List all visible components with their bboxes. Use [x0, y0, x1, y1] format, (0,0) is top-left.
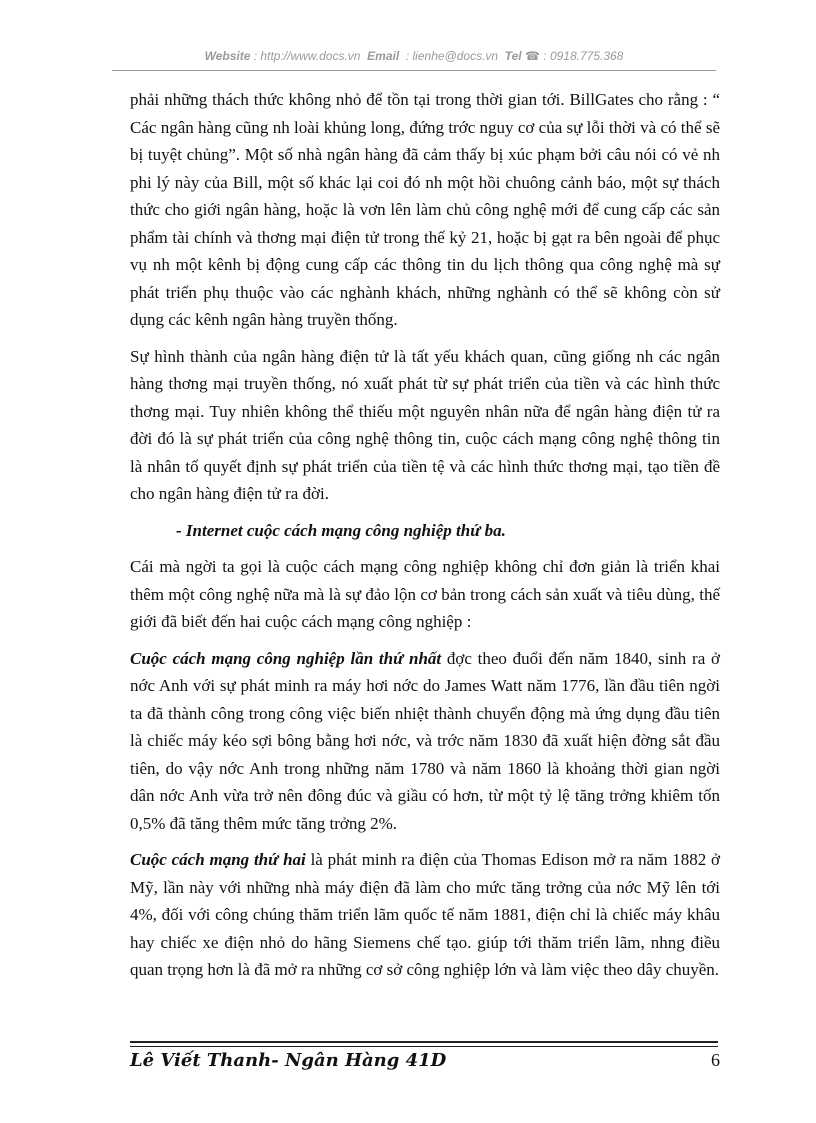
website-label: Website — [204, 49, 251, 63]
paragraph-first-revolution — [130, 645, 720, 838]
first-revolution-text: đợc theo đuổi đến năm 1840, sinh ra ở nớc Anh với sự phát minh ra máy hơi nớc do James Watt năm 1776, lần đầu tiên ngời ta đã thành công trong công việc biến nhiệt thành chuyển động mà ứng dụng đầu tiên là chiếc máy kéo sợi bông bằng hơi nớc, và trớc năm 1830 đã xuất hiện đờng sắt đầu tiên, do vậy nớc Anh trong những năm 1780 và năm 1860 là khoảng thời gian ngời dân nớc Anh vừa trở nên đông đúc và giầu có hơn, từ một tỷ lệ tăng trởng khiêm tốn 0,5% đã tăng thêm mức tăng trởng 2%. — [130, 648, 720, 833]
footer-author: Lê Viết Thanh- Ngân Hàng 41D — [130, 1050, 447, 1071]
first-revolution-term: Cuộc cách mạng công nghiệp lần thứ nhất — [130, 648, 442, 668]
second-revolution-term: Cuộc cách mạng thứ hai — [130, 850, 306, 869]
section-heading-internet: - Internet cuộc cách mạng công nghiệp thứ ba. — [176, 520, 506, 540]
paragraph-billgates: phải những thách thức không nhỏ để tồn tại trong thời gian tới. BillGates cho rằng : “ Các ngân hàng cũng nh loài khủng long, đứng trớc nguy cơ của sự lỗi thời và có thể sẽ bị tuyệt chủng”. Một số nhà ngân hàng đã cảm thấy bị xúc phạm bởi câu nói có vẻ nh phi lý này của Bill, một số khác lại coi đó nh một hồi chuông cảnh báo, một sự thách thức cho giới ngân hàng, hoặc là vơn lên làm chủ công nghệ mới để cung cấp các sản phẩm tài chính và thơng mại điện tử trong thế kỷ 21, hoặc bị gạt ra bên ngoài để phục vụ nh một kênh bị động cung cấp các thông tin du lịch thông qua công nghệ mà sự phát triển phụ thuộc vào các nghành khách, những nghành có thể sẽ không còn sử dụng các kênh ngân hàng truyền thống. — [130, 90, 720, 329]
tel-value: ☎ : 0918.775.368 — [525, 49, 624, 63]
footer-divider-thin — [130, 1046, 718, 1047]
header-divider — [112, 70, 716, 71]
paragraph-ebanking-origin: Sự hình thành của ngân hàng điện tử là tất yếu khách quan, cũng giống nh các ngân hàng thơng mại truyền thống, nó xuất phát từ sự phát triển của tiền và các hình thức thơng mại. Tuy nhiên không thể thiếu một nguyên nhân nữa để ngân hàng điện tử ra đời đó là sự phát triển của công nghệ thông tin, cuộc cách mạng công nghệ thông tin là nhân tố quyết định sự phát triển của tiền tệ và các hình thức thơng mại, tạo tiền đề cho ngân hàng điện tử ra đời. — [130, 346, 720, 503]
paragraph-second-revolution — [130, 846, 720, 984]
tel-label: Tel — [504, 49, 522, 63]
second-revolution-text: là phát minh ra điện của Thomas Edison mở ra năm 1882 ở Mỹ, lần này với những nhà máy điện đã làm cho mức tăng trởng của nớc Mỹ lên tới 4%, đối với công chúng thăm triển lãm quốc tế năm 1881, điện chỉ là chiếc máy khâu hay chiếc xe điện nhỏ do hãng Siemens chế tạo. giúp tới thăm triển lãm, nhng điều quan trọng hơn là đã mở ra những cơ sở công nghiệp lớn và làm việc theo dây chuyền. — [130, 850, 720, 979]
document-body — [130, 86, 720, 984]
page-header — [112, 49, 716, 63]
website-value: : http://www.docs.vn — [253, 49, 361, 63]
email-label: Email — [367, 49, 400, 63]
page-number: 6 — [711, 1050, 720, 1070]
paragraph-industrial-revolution: Cái mà ngời ta gọi là cuộc cách mạng công nghiệp không chỉ đơn giản là triển khai thêm một công nghệ nữa mà là sự đảo lộn cơ bản trong cách sản xuất và tiêu dùng, thế giới đã biết đến hai cuộc cách mạng công nghiệp : — [130, 557, 720, 631]
email-value: : lienhe@docs.vn — [405, 49, 499, 63]
footer-divider-thick — [130, 1041, 718, 1043]
